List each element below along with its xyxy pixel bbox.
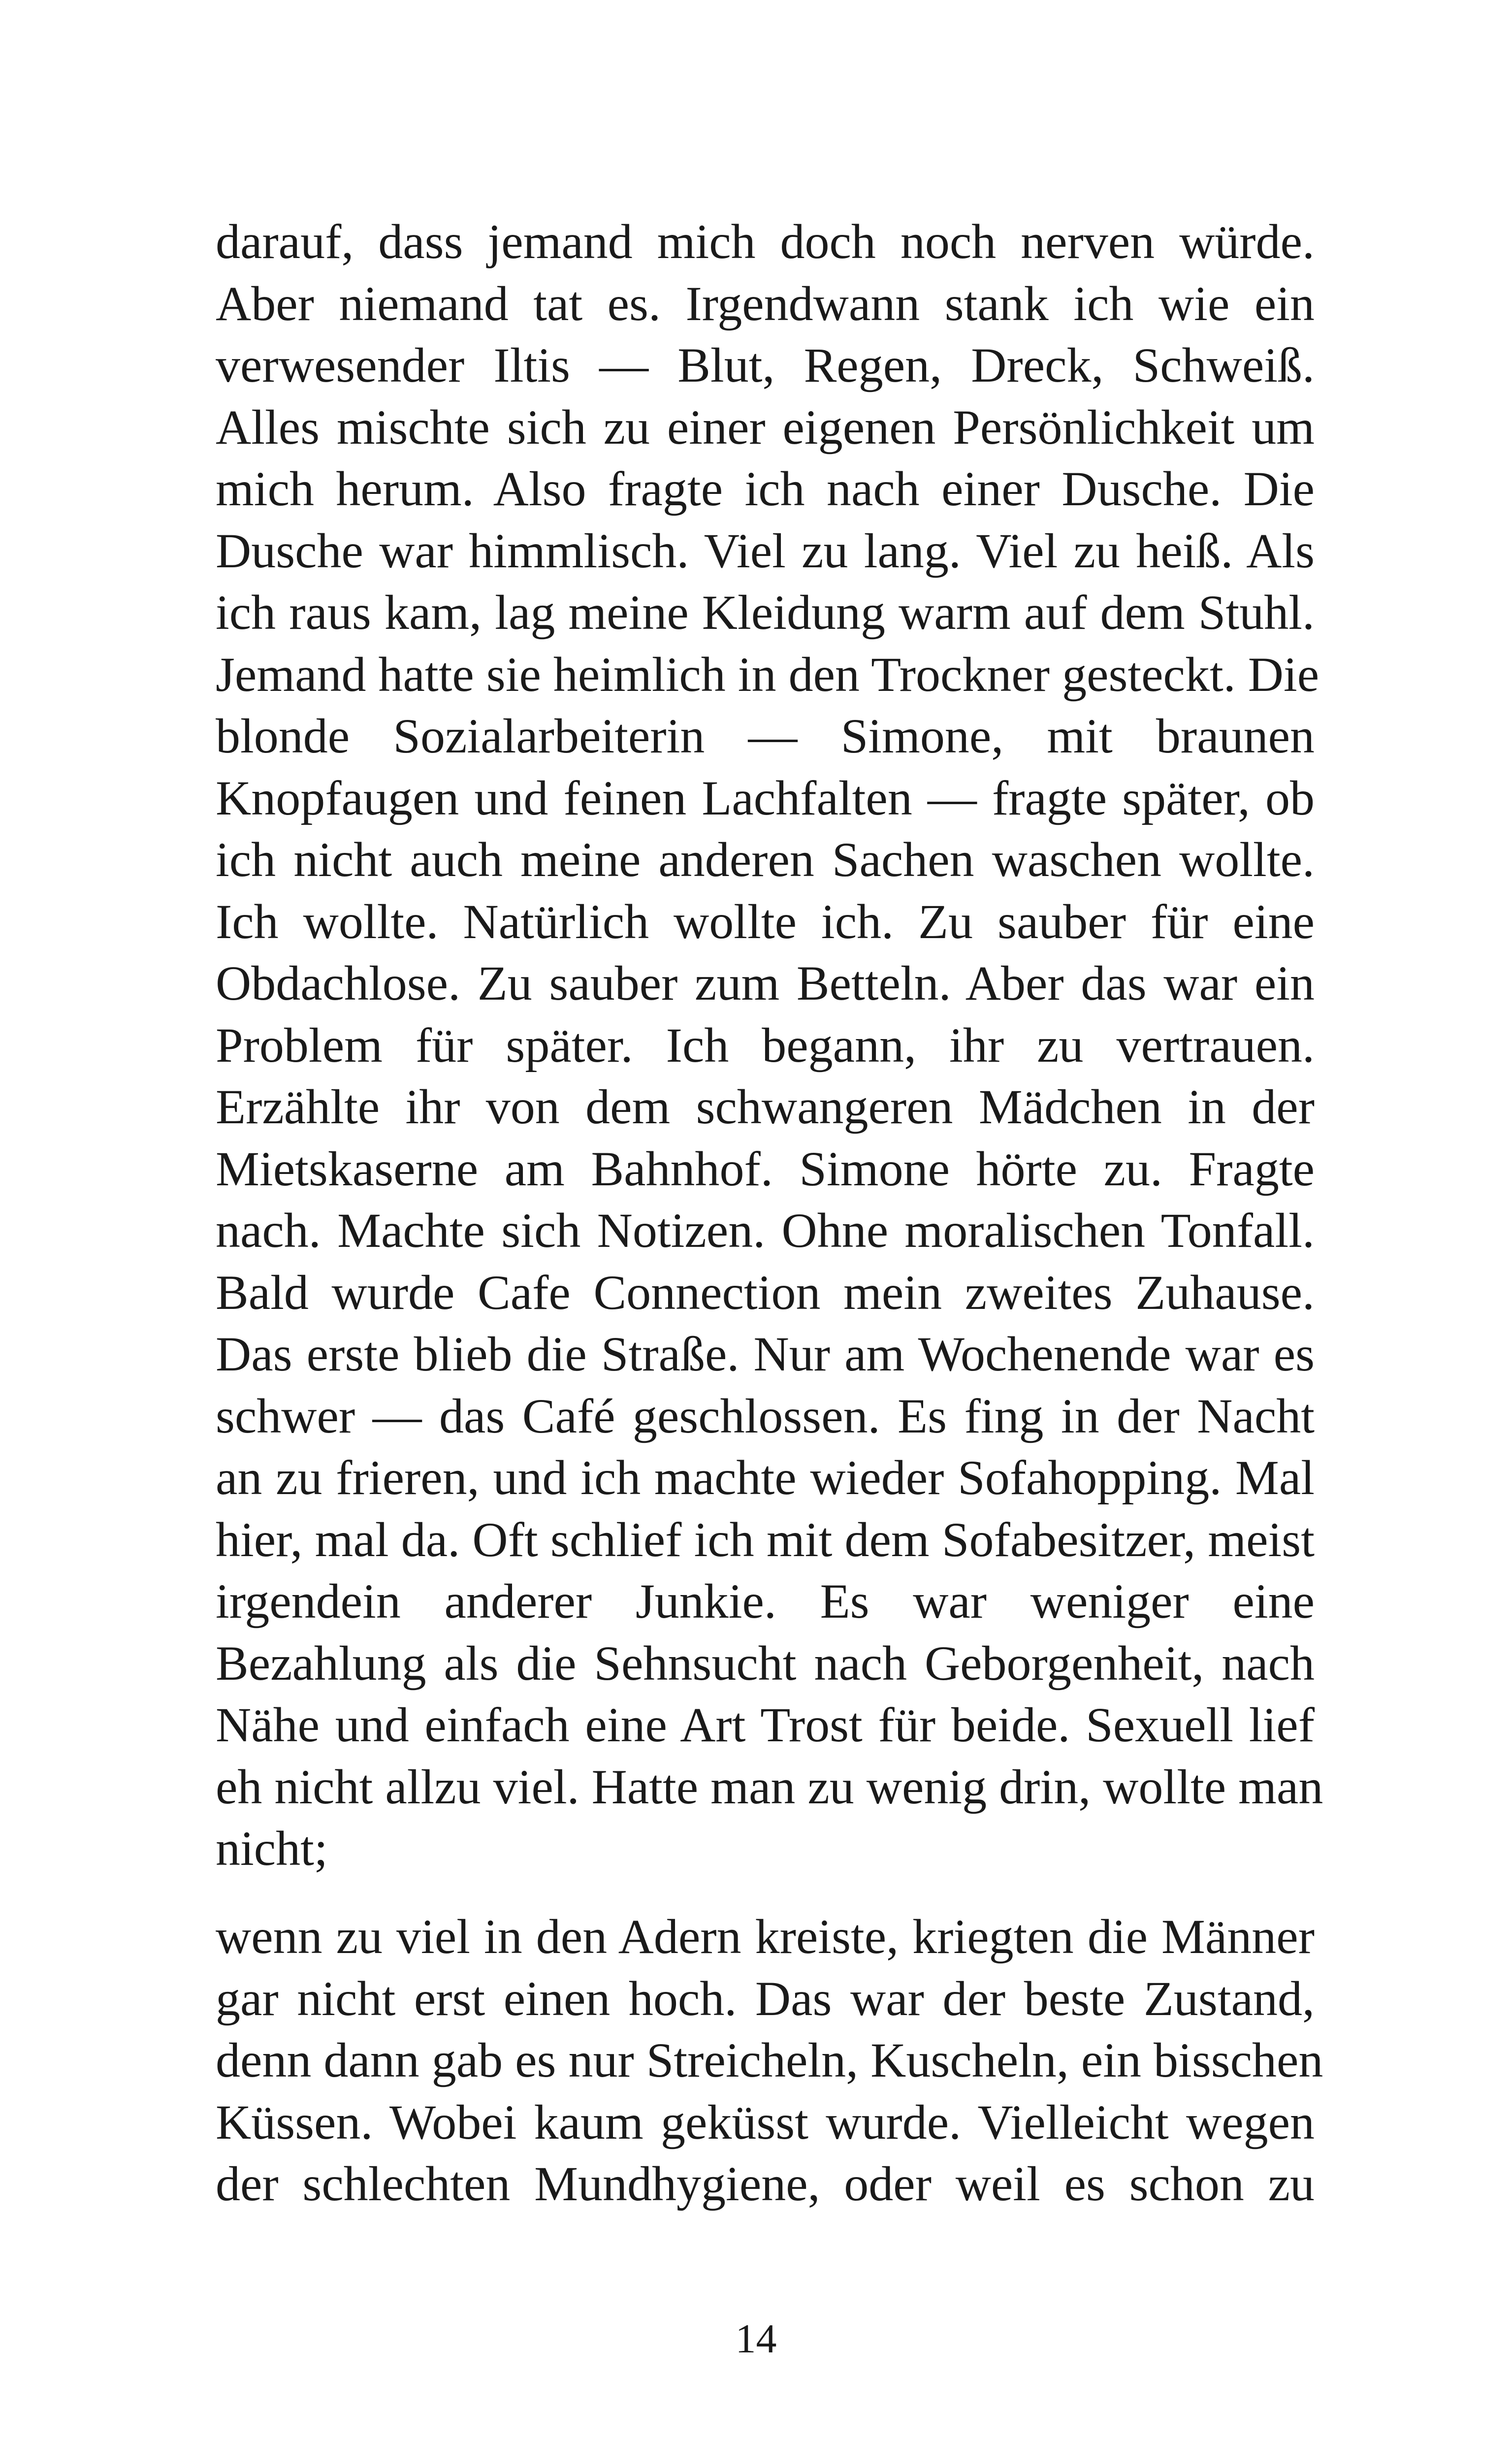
text-line: Ich wollte. Natürlich wollte ich. Zu sauber für eine <box>216 894 1315 949</box>
text-line: der schlechten Mundhygiene, oder weil es schon zu <box>216 2156 1315 2211</box>
text-line: Knopfaugen und feinen Lachfalten — fragte später, ob <box>216 770 1315 825</box>
text-line: Dusche war himmlisch. Viel zu lang. Viel zu heiß. Als <box>216 523 1315 578</box>
text-line: Jemand hatte sie heimlich in den Trockner gesteckt. Die <box>216 647 1319 702</box>
text-line: Erzählte ihr von dem schwangeren Mädchen in der <box>216 1079 1315 1134</box>
text-line: darauf, dass jemand mich doch noch nerven würde. <box>216 214 1315 269</box>
text-line: mich herum. Also fragte ich nach einer Dusche. Die <box>216 461 1315 516</box>
text-line: Obdachlose. Zu sauber zum Betteln. Aber das war ein <box>216 956 1315 1010</box>
text-line: Alles mischte sich zu einer eigenen Persönlichkeit um <box>216 399 1315 455</box>
text-line: Bald wurde Cafe Connection mein zweites Zuhause. <box>216 1265 1315 1320</box>
text-line: gar nicht erst einen hoch. Das war der beste Zustand, <box>216 1971 1315 2026</box>
text-line: schwer — das Café geschlossen. Es fing in der Nacht <box>216 1388 1315 1443</box>
text-line: Problem für später. Ich begann, ihr zu vertrauen. <box>216 1017 1315 1073</box>
paragraph-1 <box>216 211 1323 1880</box>
text-line: an zu frieren, und ich machte wieder Sofahopping. Mal <box>216 1450 1315 1505</box>
paragraph-2 <box>216 1906 1323 2215</box>
text-line: Mietskaserne am Bahnhof. Simone hörte zu. Fragte <box>216 1141 1315 1196</box>
text-line: wenn zu viel in den Adern kreiste, kriegten die Männer <box>216 1909 1315 1964</box>
text-line: eh nicht allzu viel. Hatte man zu wenig drin, wollte man <box>216 1759 1323 1814</box>
text-line: denn dann gab es nur Streicheln, Kuscheln, ein bisschen <box>216 2033 1323 2087</box>
text-line: Küssen. Wobei kaum geküsst wurde. Vielleicht wegen <box>216 2094 1315 2150</box>
text-line: hier, mal da. Oft schlief ich mit dem Sofabesitzer, meist <box>216 1512 1315 1567</box>
text-line: Aber niemand tat es. Irgendwann stank ich wie ein <box>216 276 1315 331</box>
text-line: nach. Machte sich Notizen. Ohne moralischen Tonfall. <box>216 1203 1315 1258</box>
text-line: blonde Sozialarbeiterin — Simone, mit braunen <box>216 709 1315 763</box>
text-line: nicht; <box>216 1821 328 1876</box>
text-line: verwesender Iltis — Blut, Regen, Dreck, Schweiß. <box>216 338 1315 392</box>
text-line: ich raus kam, lag meine Kleidung warm auf dem Stuhl. <box>216 585 1315 640</box>
text-line: irgendein anderer Junkie. Es war weniger eine <box>216 1574 1315 1629</box>
page-number: 14 <box>735 2316 777 2362</box>
text-line: Nähe und einfach eine Art Trost für beide. Sexuell lief <box>216 1697 1315 1752</box>
text-line: Das erste blieb die Straße. Nur am Wochenende war es <box>216 1327 1315 1381</box>
text-line: Bezahlung als die Sehnsucht nach Geborgenheit, nach <box>216 1635 1315 1691</box>
text-line: ich nicht auch meine anderen Sachen waschen wollte. <box>216 832 1315 887</box>
